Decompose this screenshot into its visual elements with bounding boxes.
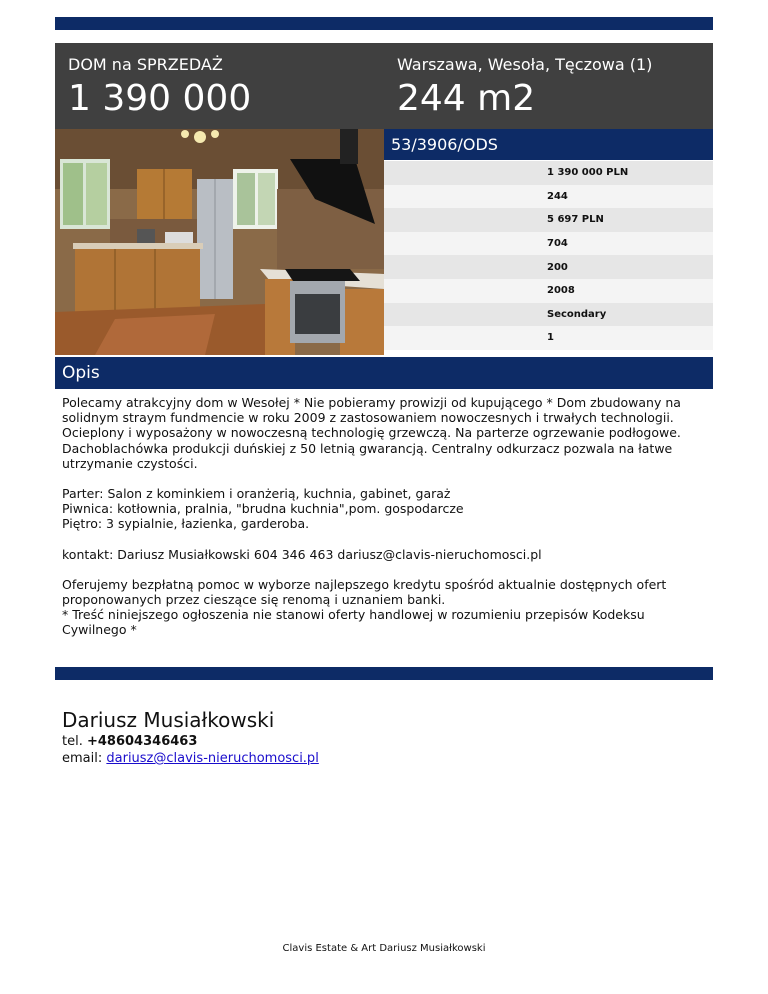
detail-value: 704: [547, 238, 568, 250]
reference-number: 53/3906/ODS: [384, 129, 713, 160]
details-table: [384, 161, 713, 350]
description-paragraph: kontakt: Dariusz Musiałkowski 604 346 463 dariusz@clavis-nieruchomosci.pl: [62, 546, 542, 562]
detail-row: [384, 232, 713, 256]
description-paragraph: Polecamy atrakcyjny dom w Wesołej * Nie pobieramy prowizji od kupującego * Dom zbudowany na solidnym straym fundmencie w roku 2009 z zastosowaniem nowoczesnych i trwałych technologii. Ocieplony i wyposażony w nowoczesną technologię grzewczą. Na parterze ogrzewanie podłogowe. Dachoblachówka produkcji duńskiej z 50 letnią gwarancją. Centralny odkurzacz pozwala na łatwe utrzymanie czystości.: [62, 395, 681, 471]
agent-email-line: [62, 750, 702, 767]
header-right: [397, 55, 652, 119]
property-price: 1 390 000: [68, 78, 252, 119]
detail-row: [384, 279, 713, 303]
detail-row: [384, 208, 713, 232]
property-area: 244 m2: [397, 78, 536, 119]
email-label: email:: [62, 751, 103, 766]
agent-contact: [62, 707, 702, 767]
detail-value: 200: [547, 261, 568, 273]
footer-company: Clavis Estate & Art Dariusz Musiałkowski: [282, 943, 486, 954]
middle-accent-bar: [55, 667, 713, 680]
listing-header: [55, 43, 713, 129]
detail-row: [384, 255, 713, 279]
kitchen-photo-illustration: [55, 129, 384, 355]
section-title-opis: Opis: [55, 357, 713, 389]
detail-row: [384, 185, 713, 209]
detail-value: 244: [547, 190, 568, 202]
agent-phone: +48604346463: [86, 734, 198, 749]
property-type: DOM na SPRZEDAŻ: [68, 55, 223, 74]
description-paragraph: Parter: Salon z kominkiem i oranżerią, kuchnia, gabinet, garaż Piwnica: kotłownia, pralnia, "brudna kuchnia",pom. gospodarcze Piętro: 3 sypialnie, łazienka, garderoba.: [62, 486, 464, 532]
property-location: Warszawa, Wesoła, Tęczowa (1): [397, 55, 653, 74]
detail-value: 1: [547, 332, 554, 344]
agent-phone-line: [62, 733, 702, 750]
detail-value: 5 697 PLN: [547, 214, 604, 226]
phone-label: tel.: [62, 734, 83, 749]
description: [62, 395, 707, 653]
header-left: [68, 55, 251, 119]
top-accent-bar: [55, 17, 713, 30]
detail-value: 2008: [547, 285, 575, 297]
agent-email-link[interactable]: dariusz@clavis-nieruchomosci.pl: [106, 751, 319, 766]
detail-row: [384, 326, 713, 350]
agent-name: Dariusz Musiałkowski: [62, 708, 275, 732]
detail-row: [384, 161, 713, 185]
detail-value: 1 390 000 PLN: [547, 167, 629, 179]
property-photo: [55, 129, 384, 355]
detail-value: Secondary: [547, 308, 607, 320]
detail-row: [384, 303, 713, 327]
description-paragraph: Oferujemy bezpłatną pomoc w wyborze najlepszego kredytu spośród aktualnie dostępnych ofert proponowanych przez cieszące się renomą i uznaniem banki. * Treść niniejszego ogłoszenia nie stanowi oferty handlowej w rozumieniu przepisów Kodeksu Cywilnego *: [62, 576, 667, 638]
